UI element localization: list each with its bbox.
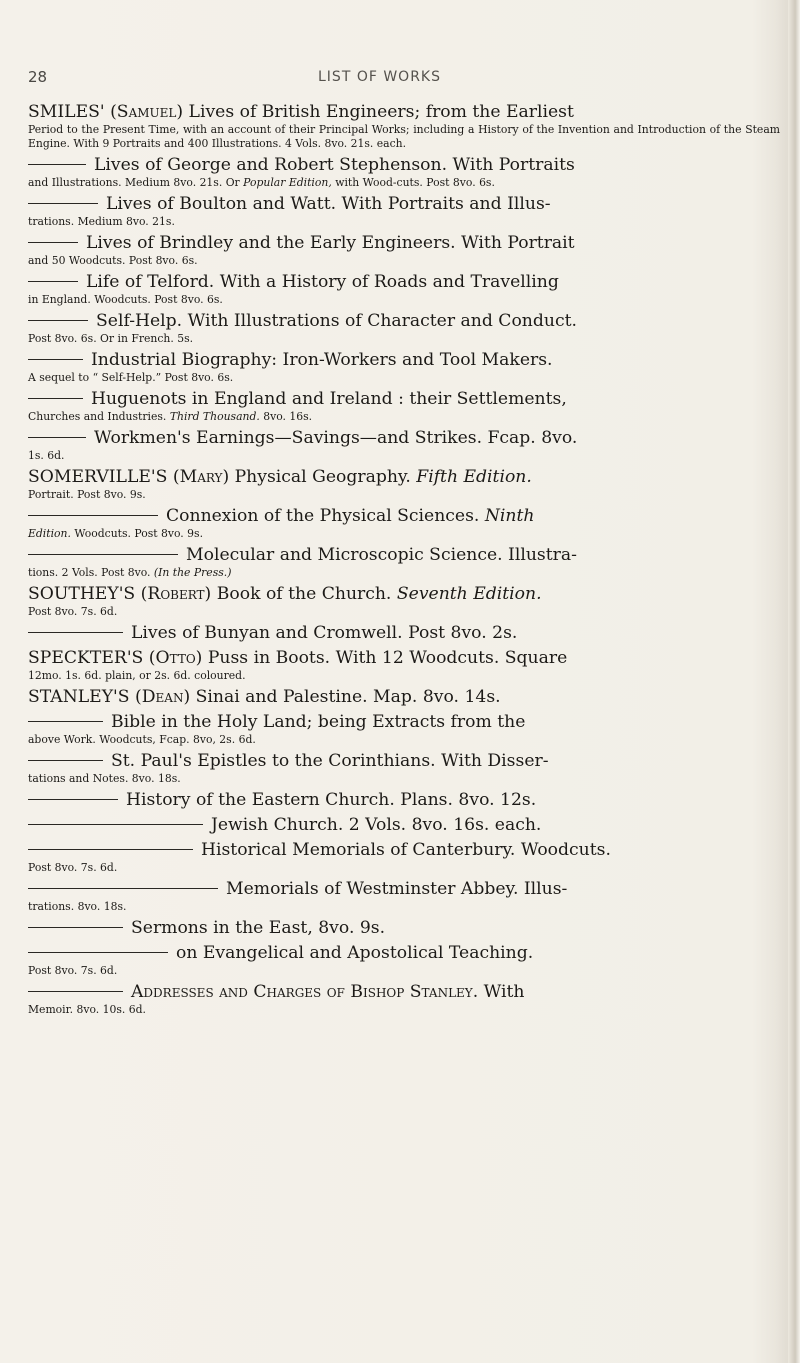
entry-heading (28, 194, 780, 215)
author-given-name: (Otto) (148, 648, 203, 668)
entry-details: Post 8vo. 7s. 6d. (28, 861, 118, 874)
entry-title: Lives of Bunyan and Cromwell. Post 8vo. 2s. (131, 623, 518, 643)
edition-note: Fifth Edition. (416, 467, 532, 487)
list-entry (28, 467, 780, 502)
entry-title: Memorials of Westminster Abbey. Illus- (226, 879, 568, 899)
entry-title: Huguenots in England and Ireland : their Settlements, (91, 389, 567, 409)
edition-note: Ninth (484, 506, 535, 526)
author-given-name: (Samuel) (110, 102, 184, 122)
entry-title: Historical Memorials of Canterbury. Woodcuts. (201, 840, 611, 860)
details-text: 8vo. 16s. (259, 410, 313, 423)
entry-heading (28, 467, 780, 488)
ditto-dash (28, 991, 123, 992)
edition-note: Third Thousand. (169, 410, 260, 423)
entry-details: A sequel to “ Self-Help.” Post 8vo. 6s. (28, 371, 234, 384)
list-entry (28, 272, 780, 307)
details-text: tions. 2 Vols. Post 8vo. (28, 566, 154, 579)
list-entry (28, 982, 780, 1017)
entry-title: Puss in Boots. With 12 Woodcuts. Square (202, 648, 568, 668)
details-text: and Illustrations. Medium 8vo. 21s. Or (28, 176, 244, 189)
entry-title: Industrial Biography: Iron-Workers and Tool Makers. (91, 350, 553, 370)
ditto-dash (28, 760, 103, 761)
ditto-dash (28, 799, 118, 800)
entry-details: and 50 Woodcuts. Post 8vo. 6s. (28, 254, 198, 267)
author-name: SOUTHEY'S (28, 584, 136, 604)
entry-details: Memoir. 8vo. 10s. 6d. (28, 1003, 146, 1016)
entry-details: 12mo. 1s. 6d. plain, or 2s. 6d. coloured. (28, 669, 246, 682)
ditto-dash (28, 203, 98, 204)
entry-heading (28, 545, 780, 566)
entry-heading (28, 311, 780, 332)
works-list (28, 102, 780, 1021)
list-entry (28, 815, 780, 836)
list-entry (28, 879, 780, 914)
ditto-dash (28, 359, 83, 360)
author-name: SPECKTER'S (28, 648, 144, 668)
entry-heading (28, 584, 780, 605)
list-entry (28, 155, 780, 190)
list-entry (28, 623, 780, 644)
list-entry (28, 194, 780, 229)
list-entry (28, 751, 780, 786)
entry-title: Sermons in the East, 8vo. 9s. (131, 918, 386, 938)
list-entry (28, 687, 780, 708)
entry-title: Book of the Church. (211, 584, 397, 604)
page-edge (788, 0, 800, 1363)
list-entry (28, 545, 780, 580)
entry-details: 1s. 6d. (28, 449, 65, 462)
entry-title: Workmen's Earnings—Savings—and Strikes. Fcap. 8vo. (94, 428, 578, 448)
entry-heading (28, 687, 780, 708)
list-entry (28, 389, 780, 424)
list-entry (28, 840, 780, 875)
entry-title: Life of Telford. With a History of Roads and Travelling (86, 272, 559, 292)
entry-title: Connexion of the Physical Sciences. (166, 506, 485, 526)
entry-heading (28, 233, 780, 254)
entry-heading (28, 943, 780, 964)
entry-details: tations and Notes. 8vo. 18s. (28, 772, 181, 785)
ditto-dash (28, 398, 83, 399)
entry-title: History of the Eastern Church. Plans. 8vo. 12s. (126, 790, 537, 810)
entry-details (28, 527, 780, 541)
ditto-dash (28, 554, 178, 555)
entry-heading (28, 102, 780, 123)
ditto-dash (28, 849, 193, 850)
ditto-dash (28, 927, 123, 928)
ditto-dash (28, 721, 103, 722)
entry-heading (28, 428, 780, 449)
entry-title: Lives of British Engineers; from the Earliest (183, 102, 574, 122)
author-given-name: (Dean) (135, 687, 191, 707)
entry-details: in England. Woodcuts. Post 8vo. 6s. (28, 293, 223, 306)
edition-note: Popular Edition, (243, 176, 332, 189)
author-name: SOMERVILLE'S (28, 467, 168, 487)
ditto-dash (28, 242, 78, 243)
ditto-dash (28, 164, 86, 165)
ditto-dash (28, 824, 203, 825)
entry-details: Portrait. Post 8vo. 9s. (28, 488, 146, 501)
author-given-name: (Mary) (172, 467, 230, 487)
entry-heading (28, 506, 780, 527)
list-entry (28, 102, 780, 151)
details-text: Churches and Industries. (28, 410, 170, 423)
ditto-dash (28, 281, 78, 282)
list-entry (28, 918, 780, 939)
entry-title: Lives of Boulton and Watt. With Portraits and Illus- (106, 194, 551, 214)
entry-heading (28, 389, 780, 410)
entry-heading (28, 272, 780, 293)
entry-heading (28, 918, 780, 939)
entry-heading (28, 623, 780, 644)
entry-title: Sinai and Palestine. Map. 8vo. 14s. (190, 687, 501, 707)
author-name: SMILES' (28, 102, 105, 122)
list-entry (28, 233, 780, 268)
entry-title: Physical Geography. (229, 467, 417, 487)
entry-heading (28, 751, 780, 772)
page-header (0, 68, 800, 90)
details-text: with Wood-cuts. Post 8vo. 6s. (331, 176, 495, 189)
entry-details: Post 8vo. 6s. Or in French. 5s. (28, 332, 194, 345)
entry-title: St. Paul's Epistles to the Corinthians. With Disser- (111, 751, 549, 771)
entry-heading (28, 815, 780, 836)
entry-heading (28, 648, 780, 669)
entry-heading (28, 982, 780, 1003)
entry-title: Molecular and Microscopic Science. Illustra- (186, 545, 577, 565)
list-entry (28, 712, 780, 747)
entry-heading (28, 712, 780, 733)
ditto-dash (28, 888, 218, 889)
entry-details (28, 566, 780, 580)
entry-title: Lives of Brindley and the Early Engineers. With Portrait (86, 233, 575, 253)
ditto-dash (28, 515, 158, 516)
ditto-dash (28, 437, 86, 438)
ditto-dash (28, 632, 123, 633)
entry-details (28, 176, 780, 190)
edition-note: (In the Press.) (153, 566, 232, 579)
entry-title: Jewish Church. 2 Vols. 8vo. 16s. each. (211, 815, 542, 835)
entry-details: trations. Medium 8vo. 21s. (28, 215, 175, 228)
entry-title: Addresses and Charges of Bishop Stanley. (131, 982, 479, 1002)
details-text: Woodcuts. Post 8vo. 9s. (70, 527, 204, 540)
entry-heading (28, 155, 780, 176)
list-entry (28, 584, 780, 619)
author-name: STANLEY'S (28, 687, 130, 707)
entry-title: on Evangelical and Apostolical Teaching. (176, 943, 534, 963)
entry-title: Self-Help. With Illustrations of Character and Conduct. (96, 311, 577, 331)
entry-title: Bible in the Holy Land; being Extracts from the (111, 712, 526, 732)
list-entry (28, 943, 780, 978)
entry-heading (28, 879, 780, 900)
edition-note: Edition. (28, 527, 71, 540)
list-entry (28, 428, 780, 463)
list-entry (28, 350, 780, 385)
edition-note: Seventh Edition. (396, 584, 542, 604)
author-given-name: (Robert) (140, 584, 212, 604)
entry-details: Period to the Present Time, with an account of their Principal Works; including a History of the Invention and Introduction of the Steam Engine. With 9 Portraits and 400 Illustrations. 4 Vols. 8vo. 21s. each. (28, 123, 780, 150)
list-entry (28, 790, 780, 811)
page-number: 28 (28, 68, 48, 86)
entry-details: Post 8vo. 7s. 6d. (28, 964, 118, 977)
list-entry (28, 648, 780, 683)
running-title: LIST OF WORKS (318, 69, 441, 85)
entry-details: above Work. Woodcuts, Fcap. 8vo, 2s. 6d. (28, 733, 256, 746)
list-entry (28, 506, 780, 541)
entry-title-suffix: With (478, 982, 525, 1002)
entry-details (28, 410, 780, 424)
entry-details: Post 8vo. 7s. 6d. (28, 605, 118, 618)
ditto-dash (28, 320, 88, 321)
entry-details: trations. 8vo. 18s. (28, 900, 127, 913)
ditto-dash (28, 952, 168, 953)
list-entry (28, 311, 780, 346)
entry-title: Lives of George and Robert Stephenson. With Portraits (94, 155, 575, 175)
entry-heading (28, 350, 780, 371)
entry-heading (28, 840, 780, 861)
entry-heading (28, 790, 780, 811)
